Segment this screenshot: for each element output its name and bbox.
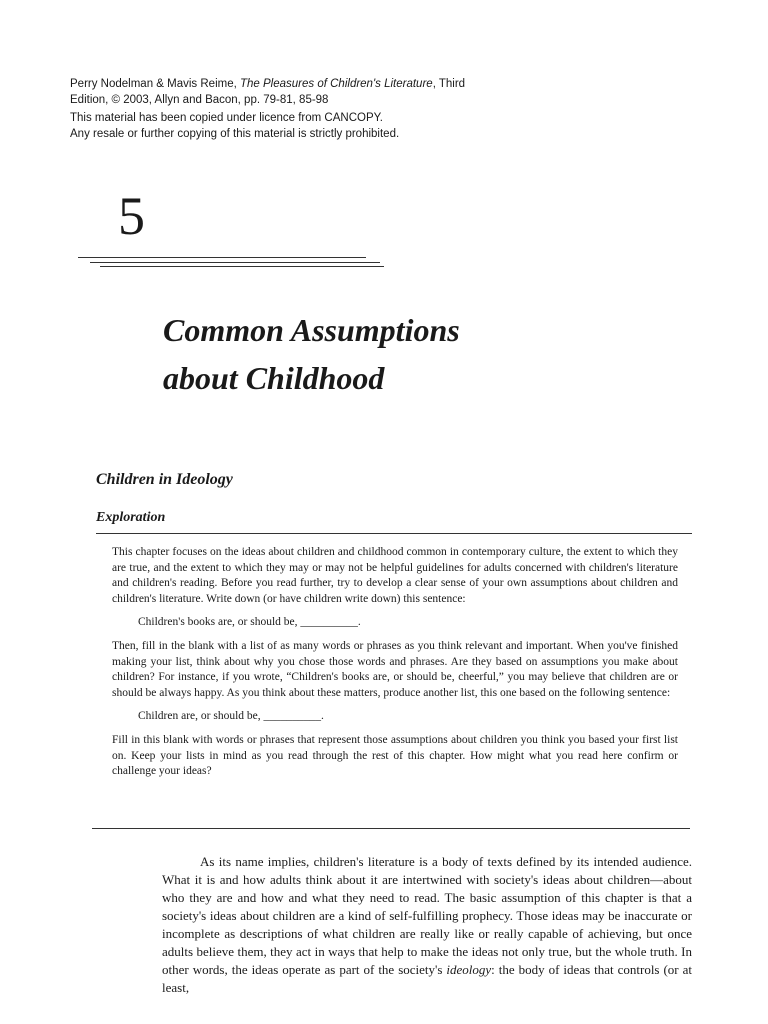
exploration-heading: Exploration [96,510,166,525]
body-paragraph-1-continuation: : the body of ideas that controls (or at least, [162,962,692,995]
body-paragraph-1 [162,853,692,997]
citation-block [70,76,470,142]
citation-book-title: The Pleasures of Children's Literature [240,78,433,90]
exploration-rule-bottom [92,828,690,829]
chapter-title [163,306,460,402]
exploration-paragraph-2: Then, fill in the blank with a list of as many words or phrases as you think relevant and important. When you've finished making your list, think about why you chose those words and phrases. Are they based on assumptions you make about children? For instance, if you wrote, “Children's books are, or should be, cheerful,” you may believe that children are or should be always happy. As you think about these matters, produce another list, this one based on the following sentence: [112,639,678,699]
exploration-prompt-2: Children are, or should be, __________. [138,710,324,723]
exploration-box [112,545,678,788]
chapter-title-line1: Common Assumptions [163,312,460,348]
body-text [162,853,692,997]
chapter-rule-top [78,257,366,258]
exploration-prompt-1: Children's books are, or should be, __________. [138,616,361,629]
exploration-paragraph-3: Fill in this blank with words or phrases that represent those assumptions about children you think you based your first list on. Keep your lists in mind as you read through the rest of this chapter. How might what you read here confirm or challenge your ideas? [112,733,678,778]
license-notice: This material has been copied under licence from CANCOPY. [70,112,383,124]
citation-source [70,76,470,108]
copy-prohibition-notice: Any resale or further copying of this material is strictly prohibited. [70,128,400,140]
body-paragraph-1-text: As its name implies, children's literature is a body of texts defined by its intended audience. What it is and how adults think about it are intertwined with society's ideas about children—about who they are and how and what they need to read. The basic assumption of this chapter is that a society's ideas about children are a kind of self-fulfilling prophecy. Those ideas may be inaccurate or incomplete as descriptions of what children are really like or really capable of achieving, but once adults believe them, they act in ways that help to make the ideas not only true, but the whole truth. In other words, the ideas operate as part of the society's [162,854,692,977]
ideology-term: ideology [446,962,492,977]
exploration-paragraph-1: This chapter focuses on the ideas about children and childhood common in contemporary culture, the extent to which they are true, and the extent to which they may or may not be helpful guidelines for adults concerned with children's literature and children's reading. Before you read further, try to develop a clear sense of your own assumptions about children and children's literature. Write down (or have children write down) this sentence: [112,546,678,605]
chapter-rule-bottom [100,266,384,267]
chapter-title-line2: about Childhood [163,360,385,396]
citation-authors: Perry Nodelman & Mavis Reime, [70,78,240,90]
section-heading: Children in Ideology [96,471,233,488]
citation-publication: , Third Edition, © 2003, Allyn and Bacon, pp. 79-81, 85-98 [70,78,466,106]
chapter-rule-mid [90,262,380,263]
exploration-rule-top [96,533,692,534]
chapter-number: 5 [118,186,145,246]
